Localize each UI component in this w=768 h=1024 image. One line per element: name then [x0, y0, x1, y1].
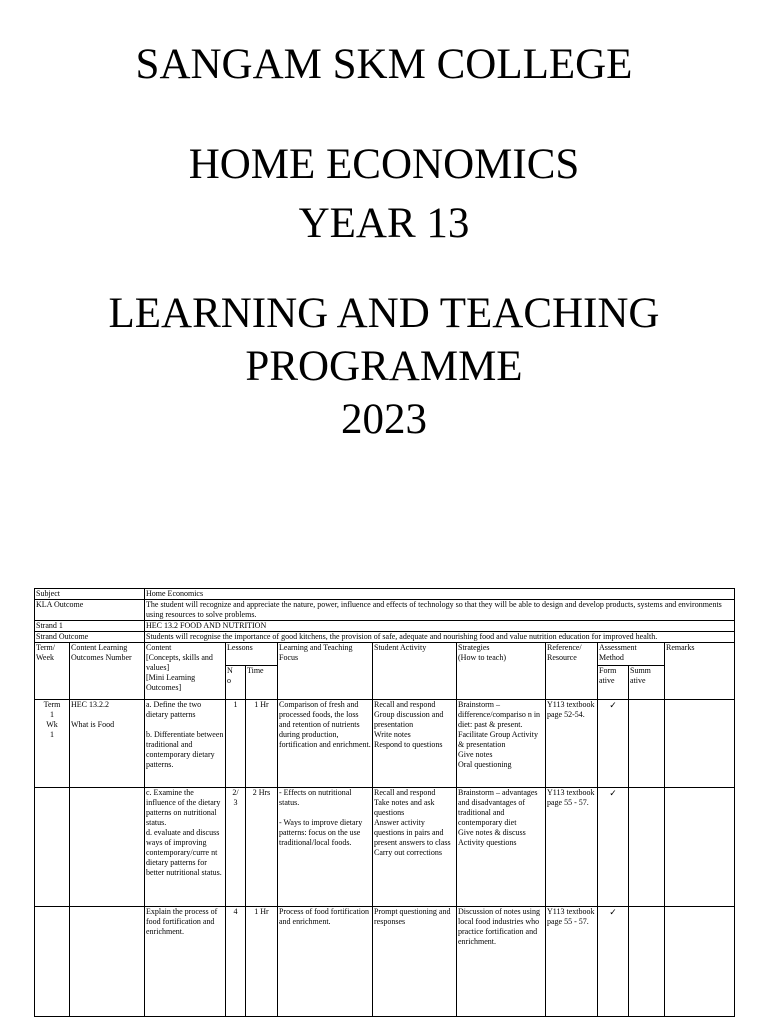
strand-outcome-row [35, 632, 735, 643]
cell-reference: Y113 textbook page 55 - 57. [546, 788, 598, 907]
cell-formative-check-icon: ✓ [598, 788, 629, 907]
kla-label: KLA Outcome [35, 600, 145, 621]
cell-lesson-time: 1 Hr [246, 700, 278, 788]
cell-clo [70, 788, 145, 907]
col-reference: Reference/ Resource [546, 643, 598, 700]
col-clo: Content Learning Outcomes Number [70, 643, 145, 700]
table-row [35, 788, 735, 907]
cell-focus: - Effects on nutritional status. - Ways to improve dietary patterns: focus on the use traditional/local foods. [278, 788, 373, 907]
programme-title-line1: LEARNING AND TEACHING [108, 290, 660, 337]
table-row [35, 700, 735, 788]
kla-row [35, 600, 735, 621]
cell-content: Explain the process of food fortification and enrichment. [145, 907, 226, 1017]
cell-remarks [665, 788, 735, 907]
strand-row [35, 621, 735, 632]
subject-label: Subject [35, 589, 145, 600]
cell-lesson-no: 4 [226, 907, 246, 1017]
col-lesson-no: N o [226, 666, 246, 700]
col-activity: Student Activity [373, 643, 457, 700]
col-content: Content [Concepts, skills and values] [Mini Learning Outcomes] [145, 643, 226, 700]
cell-activity: Recall and respond Take notes and ask questions Answer activity questions in pairs and present answers to class Carry out corrections [373, 788, 457, 907]
programme-table [34, 588, 735, 1017]
cell-content: c. Examine the influence of the dietary patterns on nutritional status. d. evaluate and discuss ways of improving contemporary/curre nt dietary patterns for better nutritional status. [145, 788, 226, 907]
subject-row [35, 589, 735, 600]
col-term-week: Term/ Week [35, 643, 70, 700]
cell-term-week [35, 788, 70, 907]
cell-term-week [35, 907, 70, 1017]
subject-value: Home Economics [145, 589, 735, 600]
cell-activity: Recall and respond Group discussion and presentation Write notes Respond to questions [373, 700, 457, 788]
programme-title-line2: PROGRAMME [245, 343, 523, 390]
cell-clo [70, 907, 145, 1017]
programme-year: 2023 [341, 396, 427, 443]
cell-formative-check-icon: ✓ [598, 907, 629, 1017]
cell-content: a. Define the two dietary patterns b. Differentiate between traditional and contemporary dietary patterns. [145, 700, 226, 788]
strand-value: HEC 13.2 FOOD AND NUTRITION [145, 621, 735, 632]
col-assessment: Assessment Method [598, 643, 665, 666]
col-lesson-time: Time [246, 666, 278, 700]
table-row [35, 907, 735, 1017]
cell-lesson-no: 2/ 3 [226, 788, 246, 907]
col-remarks: Remarks [665, 643, 735, 700]
cell-lesson-no: 1 [226, 700, 246, 788]
cell-reference: Y113 textbook page 52-54. [546, 700, 598, 788]
strand-outcome-value: Students will recognise the importance of good kitchens, the provision of safe, adequate and nourishing food and value nutrition education for improved health. [145, 632, 735, 643]
cell-focus: Comparison of fresh and processed foods, the loss and retention of nutrients during production, fortification and enrichment. [278, 700, 373, 788]
cell-strategies: Brainstorm – difference/compariso n in diet: past & present. Facilitate Group Activity & presentation Give notes Oral questioning [457, 700, 546, 788]
cell-term-week: Term 1 Wk 1 [35, 700, 70, 788]
strand-outcome-label: Strand Outcome [35, 632, 145, 643]
col-focus: Learning and Teaching Focus [278, 643, 373, 700]
col-strategies: Strategies (How to teach) [457, 643, 546, 700]
cell-formative-check-icon: ✓ [598, 700, 629, 788]
col-formative: Form ative [598, 666, 629, 700]
cell-remarks [665, 907, 735, 1017]
col-lessons: Lessons [226, 643, 278, 666]
college-name: SANGAM SKM COLLEGE [135, 41, 633, 88]
subject-title: HOME ECONOMICS [188, 141, 580, 188]
strand-label: Strand 1 [35, 621, 145, 632]
cell-clo: HEC 13.2.2 What is Food [70, 700, 145, 788]
cell-lesson-time: 2 Hrs [246, 788, 278, 907]
year-level: YEAR 13 [298, 200, 470, 247]
cell-strategies: Brainstorm – advantages and disadvantages of traditional and contemporary diet Give notes & discuss Activity questions [457, 788, 546, 907]
cell-focus: Process of food fortification and enrichment. [278, 907, 373, 1017]
kla-value: The student will recognize and appreciate the nature, power, influence and effects of technology so that they will be able to design and develop products, systems and environments using resources to solve problems. [145, 600, 735, 621]
col-summative: Summ ative [629, 666, 665, 700]
cell-summative [629, 788, 665, 907]
cell-lesson-time: 1 Hr [246, 907, 278, 1017]
cell-remarks [665, 700, 735, 788]
cell-strategies: Discussion of notes using local food industries who practice fortification and enrichment. [457, 907, 546, 1017]
cell-reference: Y113 textbook page 55 - 57. [546, 907, 598, 1017]
header-row [35, 643, 735, 666]
cell-summative [629, 700, 665, 788]
cell-activity: Prompt questioning and responses [373, 907, 457, 1017]
cell-summative [629, 907, 665, 1017]
